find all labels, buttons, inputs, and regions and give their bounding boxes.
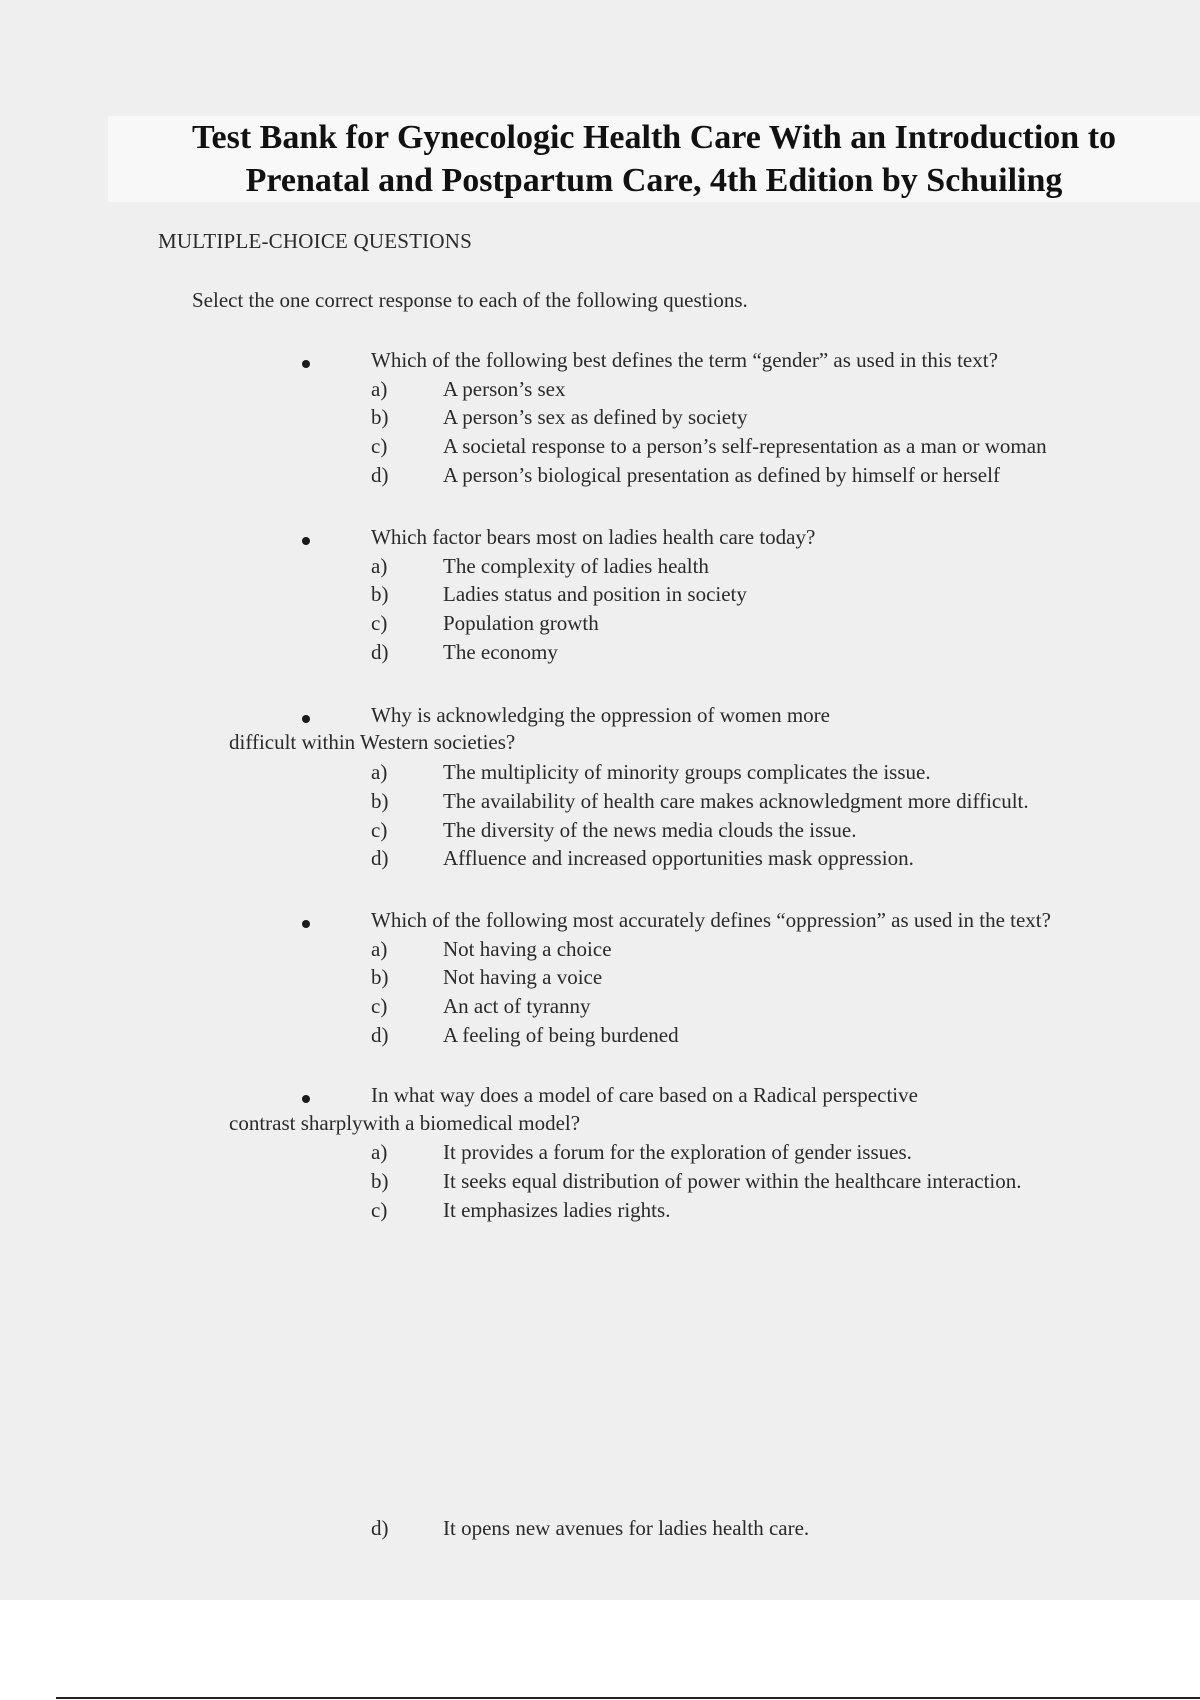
document-title [108, 116, 1200, 202]
option-text: Ladies status and position in society [443, 582, 747, 606]
question-stem-continued: difficult within Western societies? [229, 730, 516, 754]
option-letter: b) [371, 1169, 389, 1193]
option-text: It emphasizes ladies rights. [443, 1198, 671, 1222]
instructions: Select the one correct response to each of the following questions. [192, 288, 748, 312]
option-letter: b) [371, 965, 389, 989]
option-text: The availability of health care makes acknowledgment more difficult. [443, 789, 1029, 813]
option-text: The multiplicity of minority groups complicates the issue. [443, 760, 931, 784]
question-stem-continued: contrast sharplywith a biomedical model? [229, 1111, 581, 1135]
option-text: Affluence and increased opportunities mask oppression. [443, 846, 914, 870]
section-heading: MULTIPLE-CHOICE QUESTIONS [158, 229, 472, 253]
option-letter: b) [371, 582, 389, 606]
option-letter: a) [371, 937, 388, 961]
footer-rule [56, 1697, 1200, 1699]
question-stem: In what way does a model of care based on a Radical perspective [371, 1083, 918, 1107]
option-letter: a) [371, 1140, 388, 1164]
option-letter: c) [371, 818, 388, 842]
option-text: It seeks equal distribution of power within the healthcare interaction. [443, 1169, 1022, 1193]
option-text: A feeling of being burdened [443, 1023, 679, 1047]
option-letter: c) [371, 1198, 388, 1222]
option-letter: c) [371, 611, 388, 635]
option-letter: d) [371, 1023, 389, 1047]
title-line-2: Prenatal and Postpartum Care, 4th Edition by Schuiling [245, 162, 1063, 199]
question-stem: Which of the following best defines the term “gender” as used in this text? [371, 348, 998, 372]
question-stem: Why is acknowledging the oppression of women more [371, 703, 830, 727]
bullet-icon [302, 360, 310, 368]
bullet-icon [302, 715, 310, 723]
option-text: Population growth [443, 611, 599, 635]
option-letter: c) [371, 994, 388, 1018]
bullet-icon [302, 1095, 310, 1103]
option-letter: d) [371, 640, 389, 664]
bullet-icon [302, 537, 310, 545]
option-text: The diversity of the news media clouds the issue. [443, 818, 857, 842]
option-text: A societal response to a person’s self-representation as a man or woman [443, 434, 1047, 458]
title-line-1: Test Bank for Gynecologic Health Care With an Introduction to [191, 119, 1117, 156]
option-text: The economy [443, 640, 558, 664]
option-letter: b) [371, 789, 389, 813]
bullet-icon [302, 920, 310, 928]
option-text: Not having a choice [443, 937, 612, 961]
option-text: Not having a voice [443, 965, 603, 989]
option-letter: d) [371, 846, 389, 870]
option-letter: d) [371, 1516, 389, 1540]
option-text: An act of tyranny [443, 994, 591, 1018]
option-text: It opens new avenues for ladies health care. [443, 1516, 810, 1540]
option-text: A person’s sex as defined by society [443, 405, 748, 429]
option-text: It provides a forum for the exploration of gender issues. [443, 1140, 912, 1164]
question-stem: Which factor bears most on ladies health care today? [371, 525, 816, 549]
option-text: The complexity of ladies health [443, 554, 709, 578]
option-letter: c) [371, 434, 388, 458]
option-letter: b) [371, 405, 389, 429]
option-letter: d) [371, 463, 389, 487]
option-letter: a) [371, 377, 388, 401]
option-letter: a) [371, 760, 388, 784]
option-text: A person’s biological presentation as defined by himself or herself [443, 463, 1000, 487]
question-stem: Which of the following most accurately defines “oppression” as used in the text? [371, 908, 1051, 932]
option-text: A person’s sex [443, 377, 566, 401]
option-letter: a) [371, 554, 388, 578]
